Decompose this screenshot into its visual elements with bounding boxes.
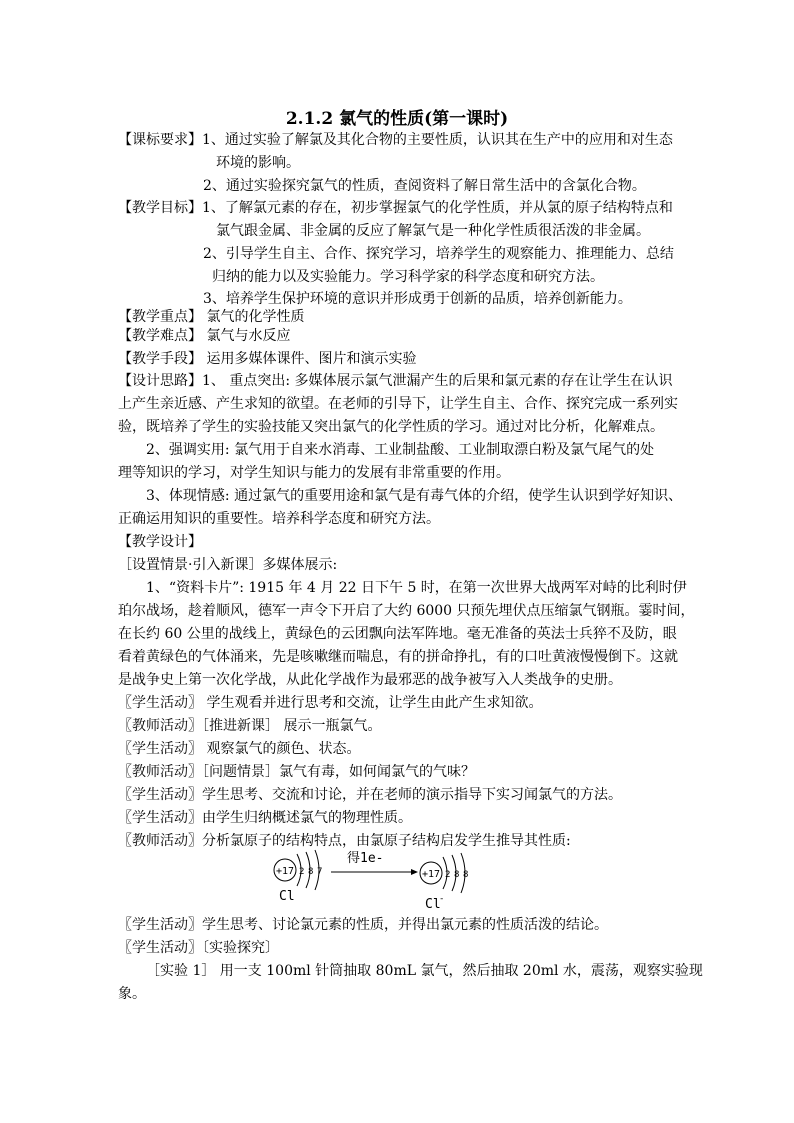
text-line: 象。 [118, 986, 146, 1002]
left-label: Cl [279, 889, 295, 904]
text-line: 验，既培养了学生的实验技能又突出氯气的化学性质的学习。通过对比分析，化解难点。 [118, 419, 664, 435]
arrow-label: 得1e- [347, 851, 384, 866]
text-line: 〖教师活动〗［推进新课］ 展示一瓶氯气。 [118, 718, 382, 734]
text-line: 〖学生活动〗 观察氯气的颜色、状态。 [118, 741, 361, 757]
text-line: 【设计思路】1、 重点突出: 多媒体展示氯气泄漏产生的后果和氯元素的存在让学生在认识 [118, 373, 673, 389]
text-line: 在长约 60 公里的战线上，黄绿色的云团飘向法军阵地。毫无准备的英法士兵猝不及防，眼 [118, 626, 677, 642]
reaction-arrowhead [411, 869, 418, 875]
text-line: 归纳的能力以及实验能力。学习科学家的科学态度和研究方法。 [212, 269, 604, 285]
text-line: 是战争史上第一次化学战，从此化学战作为最邪恶的战争被写入人类战争的史册。 [118, 672, 622, 688]
left-shell-1: 2 [299, 867, 305, 877]
text-line: 3、培养学生保护环境的意识并形成勇于创新的品质，培养创新能力。 [203, 291, 632, 307]
text-line: 上产生亲近感、产生求知的欲望。在老师的引导下，让学生自主、合作、探究完成一系列实 [118, 396, 678, 412]
text-line: 【教学设计】 [118, 534, 202, 550]
right-shell-2: 8 [454, 870, 460, 880]
text-line: 环境的影响。 [216, 155, 300, 171]
text-line: 2、通过实验探究氯气的性质，查阅资料了解日常生活中的含氯化合物。 [203, 178, 646, 194]
page-title: 2.1.2 氯气的性质(第一课时) [285, 109, 509, 129]
left-nucleus: +17 [275, 866, 295, 877]
right-shell-3: 8 [463, 870, 469, 880]
text-line: 〖学生活动〗由学生归纳概述氯气的物理性质。 [118, 810, 412, 826]
text-line: 氯气跟金属、非金属的反应了解氯气是一种化学性质很活泼的非金属。 [216, 223, 650, 239]
text-line: 2、强调实用: 氯气用于自来水消毒、工业制盐酸、工业制取漂白粉及氯气尾气的处 [146, 442, 655, 458]
text-line: 理等知识的学习，对学生知识与能力的发展有非常重要的作用。 [118, 465, 510, 481]
text-line: 〖学生活动〗〔实验探究〕 [118, 940, 279, 956]
text-line: 1、“资料卡片”: 1915 年 4 月 22 日下午 5 时，在第一次世界大战两军对峙的比利时伊 [146, 580, 687, 596]
right-label: Cl [425, 897, 441, 912]
text-line: 正确运用知识的重要性。培养科学态度和研究方法。 [118, 511, 440, 527]
text-line: 〖教师活动〗［问题情景］氯气有毒，如何闻氯气的气味？ [118, 764, 475, 780]
left-shell-3: 7 [317, 867, 323, 877]
right-nucleus: +17 [421, 869, 441, 880]
text-line: 〖学生活动〗学生思考、讨论氯元素的性质，并得出氯元素的性质活泼的结论。 [118, 917, 608, 933]
text-line: 【教学手段】 运用多媒体课件、图片和演示实验 [118, 351, 417, 367]
text-line: 看着黄绿色的气体涌来，先是咳嗽继而喘息，有的拼命挣扎，有的口吐黄液慢慢倒下。这就 [118, 649, 678, 665]
right-label-charge: - [439, 894, 445, 904]
text-line: 〖学生活动〗 学生观看并进行思考和交流，让学生由此产生求知欲。 [118, 695, 543, 711]
right-shell-1: 2 [445, 870, 451, 880]
text-line: 【教学重点】 氯气的化学性质 [118, 309, 305, 325]
text-line: ［设置情景·引入新课］多媒体展示: [118, 557, 338, 573]
text-line: 〖学生活动〗学生思考、交流和讨论，并在老师的演示指导下实习闻氯气的方法。 [118, 787, 622, 803]
text-line: 3、体现情感: 通过氯气的重要用途和氯气是有毒气体的介绍，使学生认识到学好知识、 [146, 488, 683, 504]
text-line: 【教学难点】 氯气与水反应 [118, 328, 291, 344]
text-line: 珀尔战场，趁着顺风，德军一声令下开启了大约 6000 只预先埋伏点压缩氯气钢瓶。霎时间， [118, 603, 695, 619]
text-line: 【课标要求】1、通过实验了解氯及其化合物的主要性质，认识其在生产中的应用和对生态 [118, 132, 673, 148]
text-line: 〖教师活动〗分析氯原子的结构特点，由氯原子结构启发学生推导其性质: [118, 833, 571, 849]
left-shell-2: 8 [308, 867, 314, 877]
text-line: ［实验 1］ 用一支 100ml 针筒抽取 80mL 氯气，然后抽取 20ml 水，震荡，观察实验现 [146, 963, 703, 979]
text-line: 2、引导学生自主、合作、探究学习，培养学生的观察能力、推理能力、总结 [203, 246, 674, 262]
chlorine-electron-diagram [265, 842, 485, 914]
text-line: 【教学目标】1、了解氯元素的存在，初步掌握氯气的化学性质，并从氯的原子结构特点和 [118, 200, 673, 216]
